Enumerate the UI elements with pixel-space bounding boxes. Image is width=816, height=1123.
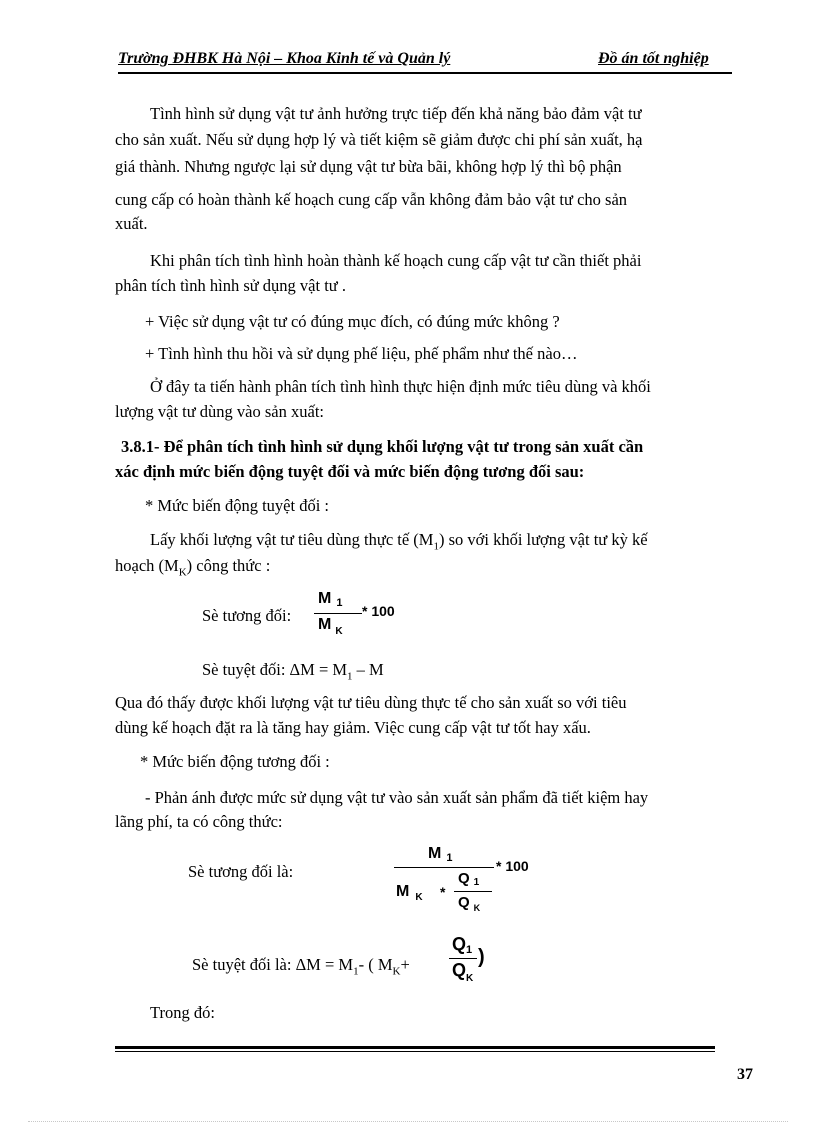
- formula1-numerator: [318, 590, 342, 608]
- formula3-inner-bar: [454, 891, 492, 892]
- formula2-b: – M: [352, 660, 384, 679]
- p2-line2: phân tích tình hình sử dụng vật tư .: [115, 276, 346, 295]
- formula4-qk-letter: Q: [452, 960, 467, 980]
- abs-para-line1-sub: 1: [433, 540, 439, 553]
- formula3-fraction-bar: [394, 867, 494, 868]
- p1-line3: giá thành. Nhưng ngược lại sử dụng vật tư bừa bãi, không hợp lý thì bộ phận: [115, 157, 622, 176]
- section-heading-line1: 3.8.1- Để phân tích tình hình sử dụng khối lượng vật tư trong sản xuất cần: [121, 437, 644, 456]
- formula3-numerator: [428, 845, 452, 863]
- rel-title: * Mức biến động tương đối :: [140, 752, 330, 771]
- abs-para-line1-a: Lấy khối lượng vật tư tiêu dùng thực tế (M: [150, 530, 434, 549]
- header-right: Đồ án tốt nghiệp: [598, 50, 709, 67]
- formula4-qk-sub: K: [466, 973, 474, 984]
- formula3-qk-sub: K: [473, 903, 481, 913]
- formula3-qk-letter: Q: [458, 894, 470, 911]
- abs-para-line1-b: ) so với khối lượng vật tư kỳ kế: [438, 530, 648, 549]
- formula3-q1-letter: Q: [458, 870, 470, 887]
- p1-line5: xuất.: [115, 214, 148, 233]
- p3-line1: Ở đây ta tiến hành phân tích tình hình thực hiện định mức tiêu dùng và khối: [150, 377, 651, 396]
- formula4-subk: K: [392, 965, 401, 978]
- formula4-fraction-bar: [449, 958, 477, 959]
- formula1-num-sub: 1: [336, 597, 343, 609]
- header-rule: [118, 72, 732, 74]
- bullet-1: + Việc sử dụng vật tư có đúng mục đích, có đúng mức không ?: [145, 312, 560, 331]
- abs-para-line2-a: hoạch (M: [115, 556, 179, 575]
- formula4-q1-letter: Q: [452, 934, 467, 954]
- page-edge: [28, 1121, 788, 1122]
- formula1-label: Sè tương đối:: [202, 606, 292, 625]
- p1-line2: cho sản xuất. Nếu sử dụng hợp lý và tiết kiệm sẽ giảm được chi phí sản xuất, hạ: [115, 130, 643, 149]
- header-left: Trường ĐHBK Hà Nội – Khoa Kinh tế và Quản lý: [118, 50, 451, 67]
- footer-rule-thin: [115, 1051, 715, 1052]
- abs-title: * Mức biến động tuyệt đối :: [145, 496, 330, 515]
- section-heading-line2: xác định mức biến động tuyệt đối và mức biến động tương đối sau:: [115, 462, 585, 481]
- abs-para-line2: [115, 556, 270, 582]
- formula4-c: +: [400, 955, 410, 974]
- formula1-den-sub: K: [335, 626, 343, 637]
- formula4-qk: [452, 960, 474, 984]
- formula4-a: Sè tuyệt đối là: ΔM = M: [192, 955, 354, 974]
- trong-do: Trong đó:: [150, 1003, 215, 1022]
- rel-para-line2: lãng phí, ta có công thức:: [115, 812, 283, 831]
- formula4: [192, 955, 410, 981]
- abs-para-line1: [150, 530, 648, 556]
- formula3-num-m: M: [428, 845, 442, 862]
- footer-rule-thick: [115, 1046, 715, 1049]
- p3-line2: lượng vật tư dùng vào sản xuất:: [115, 402, 324, 421]
- formula3-qk: [458, 894, 480, 911]
- formula4-q1: [452, 934, 472, 955]
- formula3-den-m-sub: K: [415, 892, 423, 903]
- formula1-fraction-bar: [314, 613, 362, 614]
- abs-para-line2-b: ) công thức :: [186, 556, 271, 575]
- formula4-q1-sub: 1: [466, 944, 473, 956]
- rel-para-line1: - Phản ánh được mức sử dụng vật tư vào sản xuất sản phẩm đã tiết kiệm hay: [145, 788, 649, 807]
- p4-line1: Qua đó thấy được khối lượng vật tư tiêu dùng thực tế cho sản xuất so với tiêu: [115, 693, 627, 712]
- formula3-q1: [458, 870, 479, 887]
- formula3-den-star: *: [440, 884, 446, 900]
- formula2: [202, 660, 384, 686]
- formula1-num-m: M: [318, 590, 332, 607]
- formula3-den-m: [396, 883, 423, 901]
- formula4-b: - ( M: [358, 955, 393, 974]
- abs-para-line2-sub: K: [178, 566, 187, 579]
- formula4-close-paren: ): [478, 946, 485, 968]
- formula3-den-m-letter: M: [396, 883, 410, 900]
- formula3-q1-sub: 1: [473, 877, 480, 888]
- p4-line2: dùng kế hoạch đặt ra là tăng hay giảm. Việc cung cấp vật tư tốt hay xấu.: [115, 718, 591, 737]
- formula3-num-sub: 1: [446, 852, 453, 864]
- p1-line1: Tình hình sử dụng vật tư ảnh hưởng trực tiếp đến khả năng bảo đảm vật tư: [150, 104, 642, 123]
- p2-line1: Khi phân tích tình hình hoàn thành kế hoạch cung cấp vật tư cần thiết phải: [150, 251, 642, 270]
- formula1-denominator: [318, 616, 343, 637]
- formula3-multiplier: * 100: [496, 858, 529, 874]
- bullet-2: + Tình hình thu hồi và sử dụng phế liệu, phế phẩm như thế nào…: [145, 344, 578, 363]
- formula3-label: Sè tương đối là:: [188, 862, 294, 881]
- formula1-den-m: M: [318, 616, 332, 633]
- p1-line4: cung cấp có hoàn thành kế hoạch cung cấp vẫn không đảm bảo vật tư cho sản: [115, 190, 628, 209]
- formula4-sub1: 1: [353, 965, 359, 978]
- formula2-a: Sè tuyệt đối: ΔM = M: [202, 660, 348, 679]
- page-number: 37: [737, 1066, 753, 1083]
- formula2-sub: 1: [347, 670, 353, 683]
- formula1-multiplier: * 100: [362, 603, 395, 619]
